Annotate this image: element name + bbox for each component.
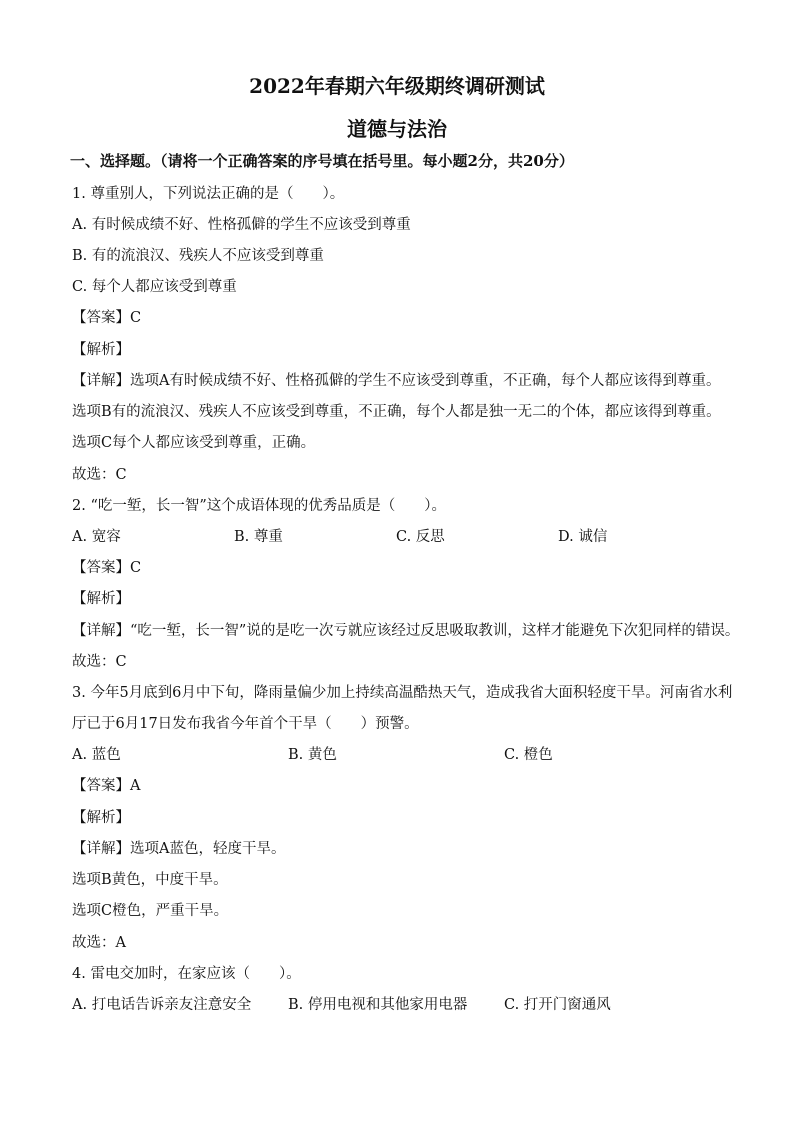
question-3-detail-2: 选项B黄色，中度干旱。 [72,872,228,888]
question-1-detail-2: 选项B有的流浪汉、残疾人不应该受到尊重，不正确，每个人都是独一无二的个体，都应该得到尊重。 [72,404,721,420]
question-1-choice: 故选：C [72,467,127,483]
question-1-option-c: C. 每个人都应该受到尊重 [72,279,237,295]
document-title: 2022年春期六年级期终调研测试 [249,74,545,98]
question-2-stem: 2. “吃一堑，长一智”这个成语体现的优秀品质是（ ）。 [72,498,447,514]
document-subtitle: 道德与法治 [347,117,447,141]
question-2-option-c: C. 反思 [396,529,445,545]
question-1-analysis: 【解析】 [72,342,130,358]
question-2-choice: 故选：C [72,654,127,670]
question-2-option-b: B. 尊重 [234,529,283,545]
question-4-option-a: A. 打电话告诉亲友注意安全 [72,997,252,1013]
question-1-detail-1: 【详解】选项A有时候成绩不好、性格孤僻的学生不应该受到尊重，不正确，每个人都应该得到尊重。 [72,373,721,389]
question-3-analysis: 【解析】 [72,810,130,826]
section-heading: 一、选择题。（请将一个正确答案的序号填在括号里。每小题2分，共20分） [70,152,574,170]
question-3-stem-1: 3. 今年5月底到6月中下旬，降雨量偏少加上持续高温酷热天气，造成我省大面积轻度干旱。河南省水利 [72,685,733,701]
question-1-option-b: B. 有的流浪汉、残疾人不应该受到尊重 [72,248,324,264]
question-3-detail-1: 【详解】选项A蓝色，轻度干旱。 [72,841,286,857]
question-2-detail-1: 【详解】“吃一堑，长一智”说的是吃一次亏就应该经过反思吸取教训，这样才能避免下次犯同样的错误。 [72,623,740,639]
question-4-option-c: C. 打开门窗通风 [504,997,611,1013]
question-2-answer: 【答案】C [72,560,142,576]
question-3-option-b: B. 黄色 [288,747,337,763]
question-2-option-d: D. 诚信 [558,529,608,545]
question-4-stem: 4. 雷电交加时，在家应该（ ）。 [72,966,301,982]
question-3-option-c: C. 橙色 [504,747,553,763]
question-3-answer: 【答案】A [72,778,141,794]
question-3-option-a: A. 蓝色 [72,747,121,763]
question-2-analysis: 【解析】 [72,591,130,607]
question-4-option-b: B. 停用电视和其他家用电器 [288,997,468,1013]
question-1-stem: 1. 尊重别人，下列说法正确的是（ ）。 [72,186,345,202]
question-1-option-a: A. 有时候成绩不好、性格孤僻的学生不应该受到尊重 [72,217,411,233]
question-3-choice: 故选：A [72,935,126,951]
question-3-stem-2: 厅已于6月17日发布我省今年首个干旱（ ）预警。 [72,716,419,732]
question-1-answer: 【答案】C [72,310,142,326]
question-1-detail-3: 选项C每个人都应该受到尊重，正确。 [72,435,316,451]
question-2-option-a: A. 宽容 [72,529,121,545]
question-3-detail-3: 选项C橙色，严重干旱。 [72,903,229,919]
